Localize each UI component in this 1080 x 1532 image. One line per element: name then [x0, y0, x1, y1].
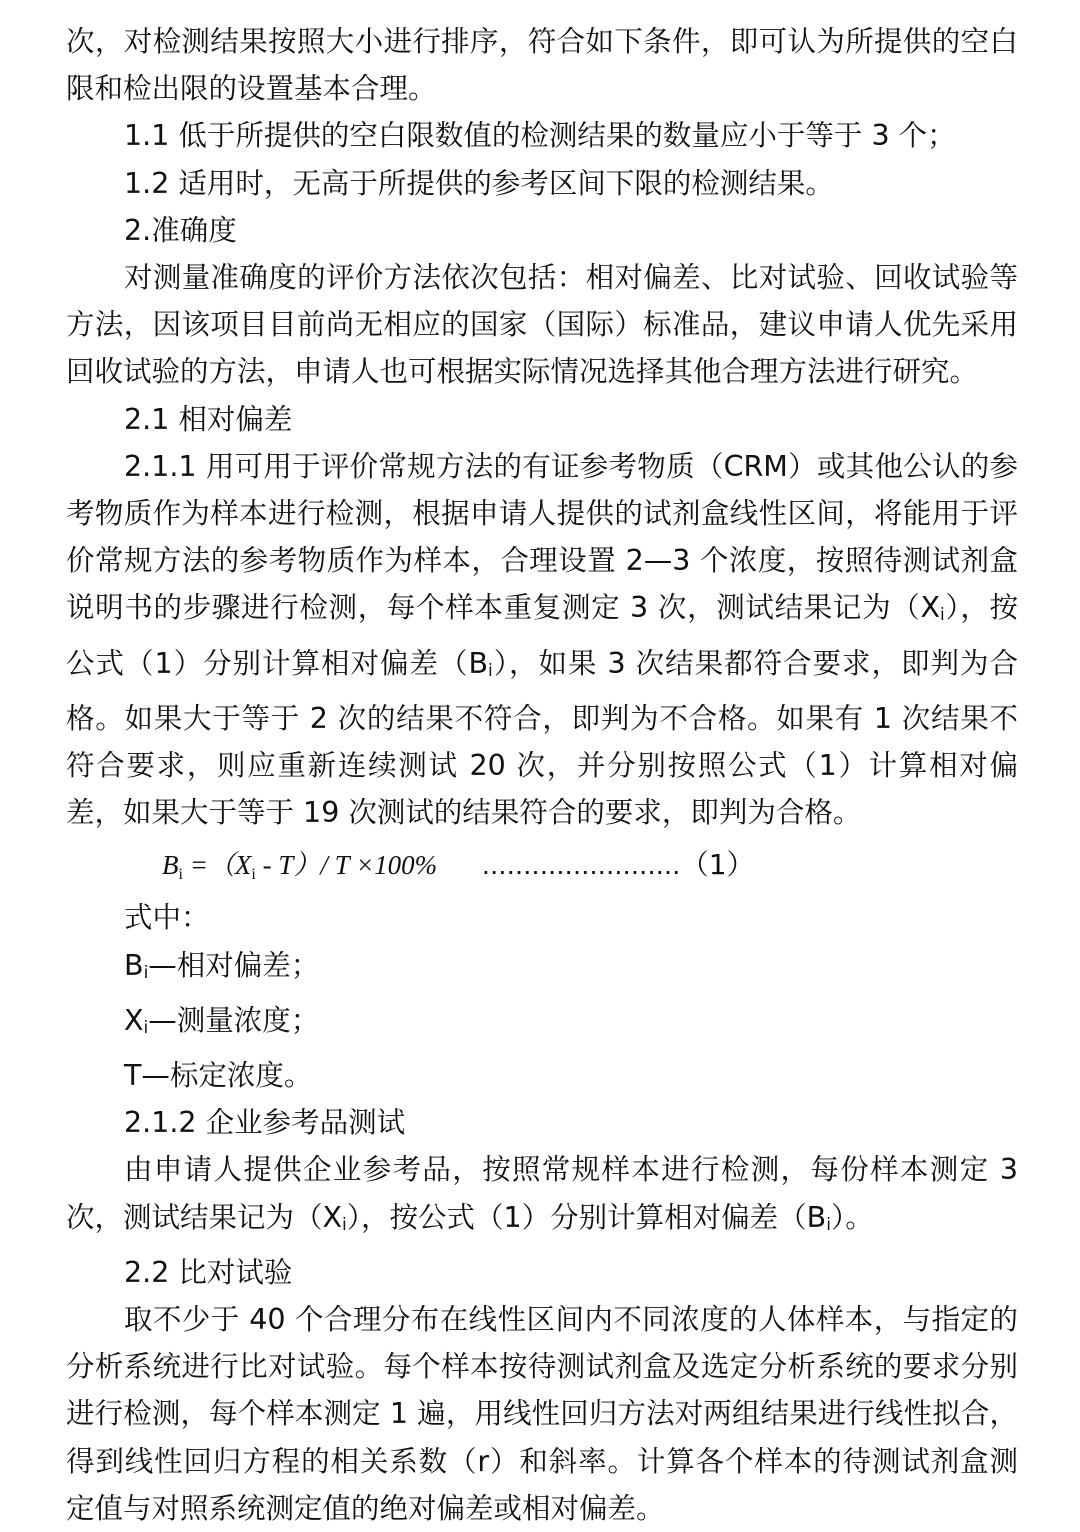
- definition-t: T—标定浓度。: [124, 1059, 313, 1093]
- paragraph-2-1-1-text-c: ），如果 3 次结果都符合要求，即判为合格。如果大于等于 2 次的结果不符合，即判为不合格。如果有 1 次结果不符合要求，则应重新连续测试 20 次，并分别按照公式（1）计算相对偏差，如果大于等于 19 次测试的结果符合的要求，即判为合格。: [66, 646, 1018, 830]
- heading-relative-deviation: 2.1 相对偏差: [124, 402, 293, 436]
- item-1-2: 1.2 适用时，无高于所提供的参考区间下限的检测结果。: [124, 166, 834, 200]
- paragraph-2-1-2-text-c: ）。: [830, 1200, 874, 1234]
- heading-enterprise-reference: 2.1.2 企业参考品测试: [124, 1106, 406, 1140]
- paragraph-2-1-2: [66, 1146, 1018, 1248]
- accuracy-paragraph: 对测量准确度的评价方法依次包括：相对偏差、比对试验、回收试验等方法，因该项目目前尚无相应的国家（国际）标准品，建议申请人优先采用回收试验的方法，申请人也可根据实际情况选择其他合理方法进行研究。: [66, 261, 1018, 389]
- formula-lhs: B: [162, 850, 179, 881]
- item-1-1: 1.1 低于所提供的空白限数值的检测结果的数量应小于等于 3 个；: [124, 119, 956, 153]
- heading-comparison-test: 2.2 比对试验: [124, 1255, 293, 1289]
- where-label: 式中：: [124, 901, 210, 935]
- formula-rhs-subscript: i: [251, 866, 256, 884]
- formula-leader-dots: ........................: [482, 849, 681, 881]
- subscript-i: i: [826, 1214, 831, 1235]
- section-heading-accuracy: 2.准确度: [124, 213, 237, 247]
- subscript-i: i: [939, 605, 945, 626]
- subscript-i: i: [143, 1017, 149, 1038]
- definition-x: [66, 997, 1018, 1052]
- formula-rhs-a: =（X: [182, 850, 252, 881]
- paragraph-2-1-1-text-b: ），按公式（1）分别计算相对偏差（B: [66, 591, 1018, 680]
- intro-paragraph: 次，对检测结果按照大小进行排序，符合如下条件，即可认为所提供的空白限和检出限的设置基本合理。: [66, 25, 1018, 106]
- paragraph-2-1-2-text-b: ），按公式（1）分别计算相对偏差（B: [346, 1200, 827, 1234]
- paragraph-2-2: 取不少于 40 个合理分布在线性区间内不同浓度的人体样本，与指定的分析系统进行比对试验。每个样本按待测试剂盒及选定分析系统的要求分别进行检测，每个样本测定 1 遍，用线性回归方法对两组结果进行线性拟合，得到线性回归方程的相关系数（r）和斜率。计算各个样本的待测试剂盒测定值与对照系统测定值的绝对偏差或相对偏差。: [66, 1303, 1018, 1525]
- definition-b-symbol: B: [124, 948, 144, 982]
- definition-x-text: —测量浓度；: [148, 1003, 320, 1037]
- definition-x-symbol: X: [124, 1003, 144, 1037]
- paragraph-2-1-2-text-a: 由申请人提供企业参考品，按照常规样本进行检测，每份样本测定 3 次，测试结果记为（X: [66, 1153, 1018, 1234]
- definition-b: [66, 942, 1018, 997]
- subscript-i: i: [342, 1214, 347, 1235]
- formula-1: [66, 836, 1018, 894]
- paragraph-2-1-1: [66, 443, 1018, 837]
- subscript-i: i: [143, 962, 149, 983]
- formula-rhs-b: - T）/ T ×100%: [255, 850, 438, 881]
- subscript-i: i: [488, 660, 493, 681]
- formula-lhs-subscript: i: [178, 866, 183, 884]
- document-page: [66, 18, 1018, 1532]
- paragraph-2-1-1-text-a: 2.1.1 用可用于评价常规方法的有证参考物质（CRM）或其他公认的参考物质作为样本进行检测，根据申请人提供的试剂盒线性区间，将能用于评价常规方法的参考物质作为样本，合理设置 2—3 个浓度，按照待测试剂盒说明书的步骤进行检测，每个样本重复测定 3 次，测试结果记为（X: [66, 449, 1018, 625]
- formula-number: （1）: [680, 848, 755, 882]
- formula-expression: [162, 836, 482, 904]
- definition-b-text: —相对偏差；: [148, 948, 320, 982]
